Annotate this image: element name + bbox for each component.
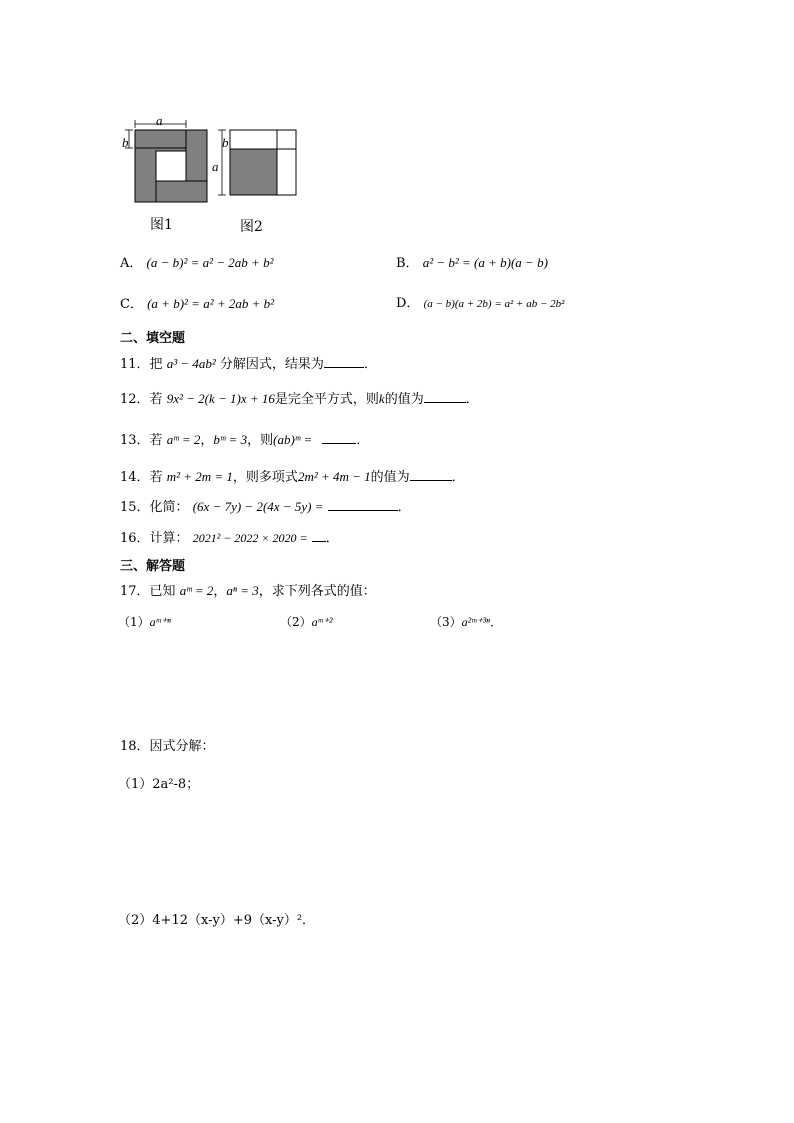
option-a-expr: (a − b)² = a² − 2ab + b²	[146, 255, 274, 270]
option-d-expr: (a − b)(a + 2b) = a² + ab − 2b²	[423, 298, 565, 310]
q14-pre: 若	[149, 470, 163, 485]
q13-expr-2: bᵐ = 3	[213, 432, 248, 447]
q17-part-1	[118, 613, 171, 631]
question-12	[120, 390, 479, 409]
q12-end: ．	[465, 392, 479, 407]
question-13	[120, 431, 369, 450]
q18-part-2-label: （2）	[118, 913, 153, 928]
q16-answer-blank[interactable]	[312, 529, 326, 542]
option-b-expr: a² − b² = (a + b)(a − b)	[422, 255, 548, 270]
q17-part-3-label: （3）	[430, 615, 462, 629]
q14-expr-1: m² + 2m = 1	[166, 469, 233, 484]
question-16	[120, 529, 339, 548]
fig1-caption: 图1	[150, 217, 173, 233]
q18-part-1-expr: 2a²-8；	[152, 777, 200, 792]
q12-var: k	[378, 391, 385, 406]
q18-part-2-expr: 4+12（x-y）+9（x-y）²．	[152, 913, 316, 928]
q15-expr: (6x − 7y) − 2(4x − 5y) =	[192, 499, 324, 514]
q17-part-2-label: （2）	[280, 615, 312, 629]
question-14	[120, 468, 465, 487]
q12-number: 12．	[120, 392, 150, 407]
q11-end: ．	[363, 357, 377, 372]
option-a[interactable]	[120, 254, 273, 273]
fig2-label-a: a	[212, 159, 219, 174]
q16-expr: 2021² − 2022 × 2020 =	[192, 531, 308, 545]
q13-end: ．	[356, 433, 370, 448]
q13-expr-3: (ab)ᵐ =	[273, 432, 313, 447]
q13-mid: ，则	[247, 433, 274, 448]
option-c[interactable]	[120, 295, 274, 314]
q11-expr: a³ − 4ab²	[166, 356, 216, 371]
q17-expr-2: aⁿ = 3	[226, 583, 259, 598]
q16-pre: 计算：	[149, 531, 189, 546]
q14-expr-2: 2m² + 4m − 1	[297, 469, 371, 484]
q17-part-3	[430, 613, 502, 631]
q17-part-2	[280, 613, 333, 631]
q16-number: 16．	[120, 531, 150, 546]
fig1-label-b: b	[122, 135, 129, 150]
option-c-label: C．	[120, 297, 143, 312]
fig2-caption: 图2	[240, 219, 263, 235]
question-15	[120, 498, 411, 517]
q14-end: ．	[451, 470, 465, 485]
question-11	[120, 355, 377, 374]
option-d-label: D．	[396, 296, 420, 311]
q13-pre: 若	[149, 433, 163, 448]
q12-answer-blank[interactable]	[424, 390, 466, 403]
q17-pre: 已知	[149, 584, 176, 599]
q12-expr: 9x² − 2(k − 1)x + 16	[166, 391, 275, 406]
q11-pre: 把	[149, 357, 163, 372]
question-18	[120, 738, 215, 756]
q18-part-1-label: （1）	[118, 777, 153, 792]
option-b[interactable]	[396, 254, 548, 273]
q13-number: 13．	[120, 433, 150, 448]
q17-part-3-end: ．	[489, 615, 502, 629]
q17-part-3-expr: a²ᵐ⁺³ⁿ	[461, 615, 490, 629]
option-c-expr: (a + b)² = a² + 2ab + b²	[147, 296, 275, 311]
q14-number: 14．	[120, 470, 150, 485]
fig2-label-b: b	[222, 135, 229, 150]
q15-number: 15．	[120, 500, 150, 515]
q14-post: 的值为	[370, 470, 410, 485]
section-3-title: 三、解答题	[120, 559, 186, 574]
option-a-label: A．	[120, 256, 143, 271]
q17-sep: ，	[213, 584, 227, 599]
q18-part-2	[118, 912, 315, 930]
q17-expr-1: aᵐ = 2	[179, 583, 214, 598]
q13-answer-blank[interactable]	[322, 431, 356, 444]
q11-post: 分解因式，结果为	[219, 357, 324, 372]
q17-post: ，求下列各式的值：	[258, 584, 376, 599]
option-d[interactable]	[396, 295, 564, 313]
figure-1	[118, 112, 218, 207]
option-b-label: B．	[396, 256, 419, 271]
q14-answer-blank[interactable]	[410, 468, 452, 481]
q11-number: 11．	[120, 357, 150, 372]
q17-part-1-label: （1）	[118, 615, 150, 629]
q11-answer-blank[interactable]	[324, 355, 364, 368]
q16-end: ．	[325, 531, 339, 546]
q15-end: ．	[397, 500, 411, 515]
q18-number: 18．	[120, 739, 150, 754]
q17-part-1-expr: aᵐ⁺ⁿ	[149, 615, 171, 629]
q14-mid: ，则多项式	[232, 470, 298, 485]
q18-title: 因式分解：	[149, 739, 215, 754]
q12-post: 的值为	[384, 392, 424, 407]
q17-number: 17．	[120, 584, 150, 599]
q15-answer-blank[interactable]	[328, 498, 398, 511]
q15-pre: 化简：	[149, 500, 189, 515]
q12-mid: 是完全平方式，则	[274, 392, 379, 407]
q12-pre: 若	[149, 392, 163, 407]
q18-part-1	[118, 776, 199, 794]
q13-sep: ，	[200, 433, 214, 448]
fig1-label-a: a	[156, 113, 163, 128]
section-2-title: 二、填空题	[120, 331, 186, 346]
question-17	[120, 582, 376, 601]
q13-expr-1: aᵐ = 2	[166, 432, 201, 447]
q17-part-2-expr: aᵐ⁺²	[311, 615, 333, 629]
